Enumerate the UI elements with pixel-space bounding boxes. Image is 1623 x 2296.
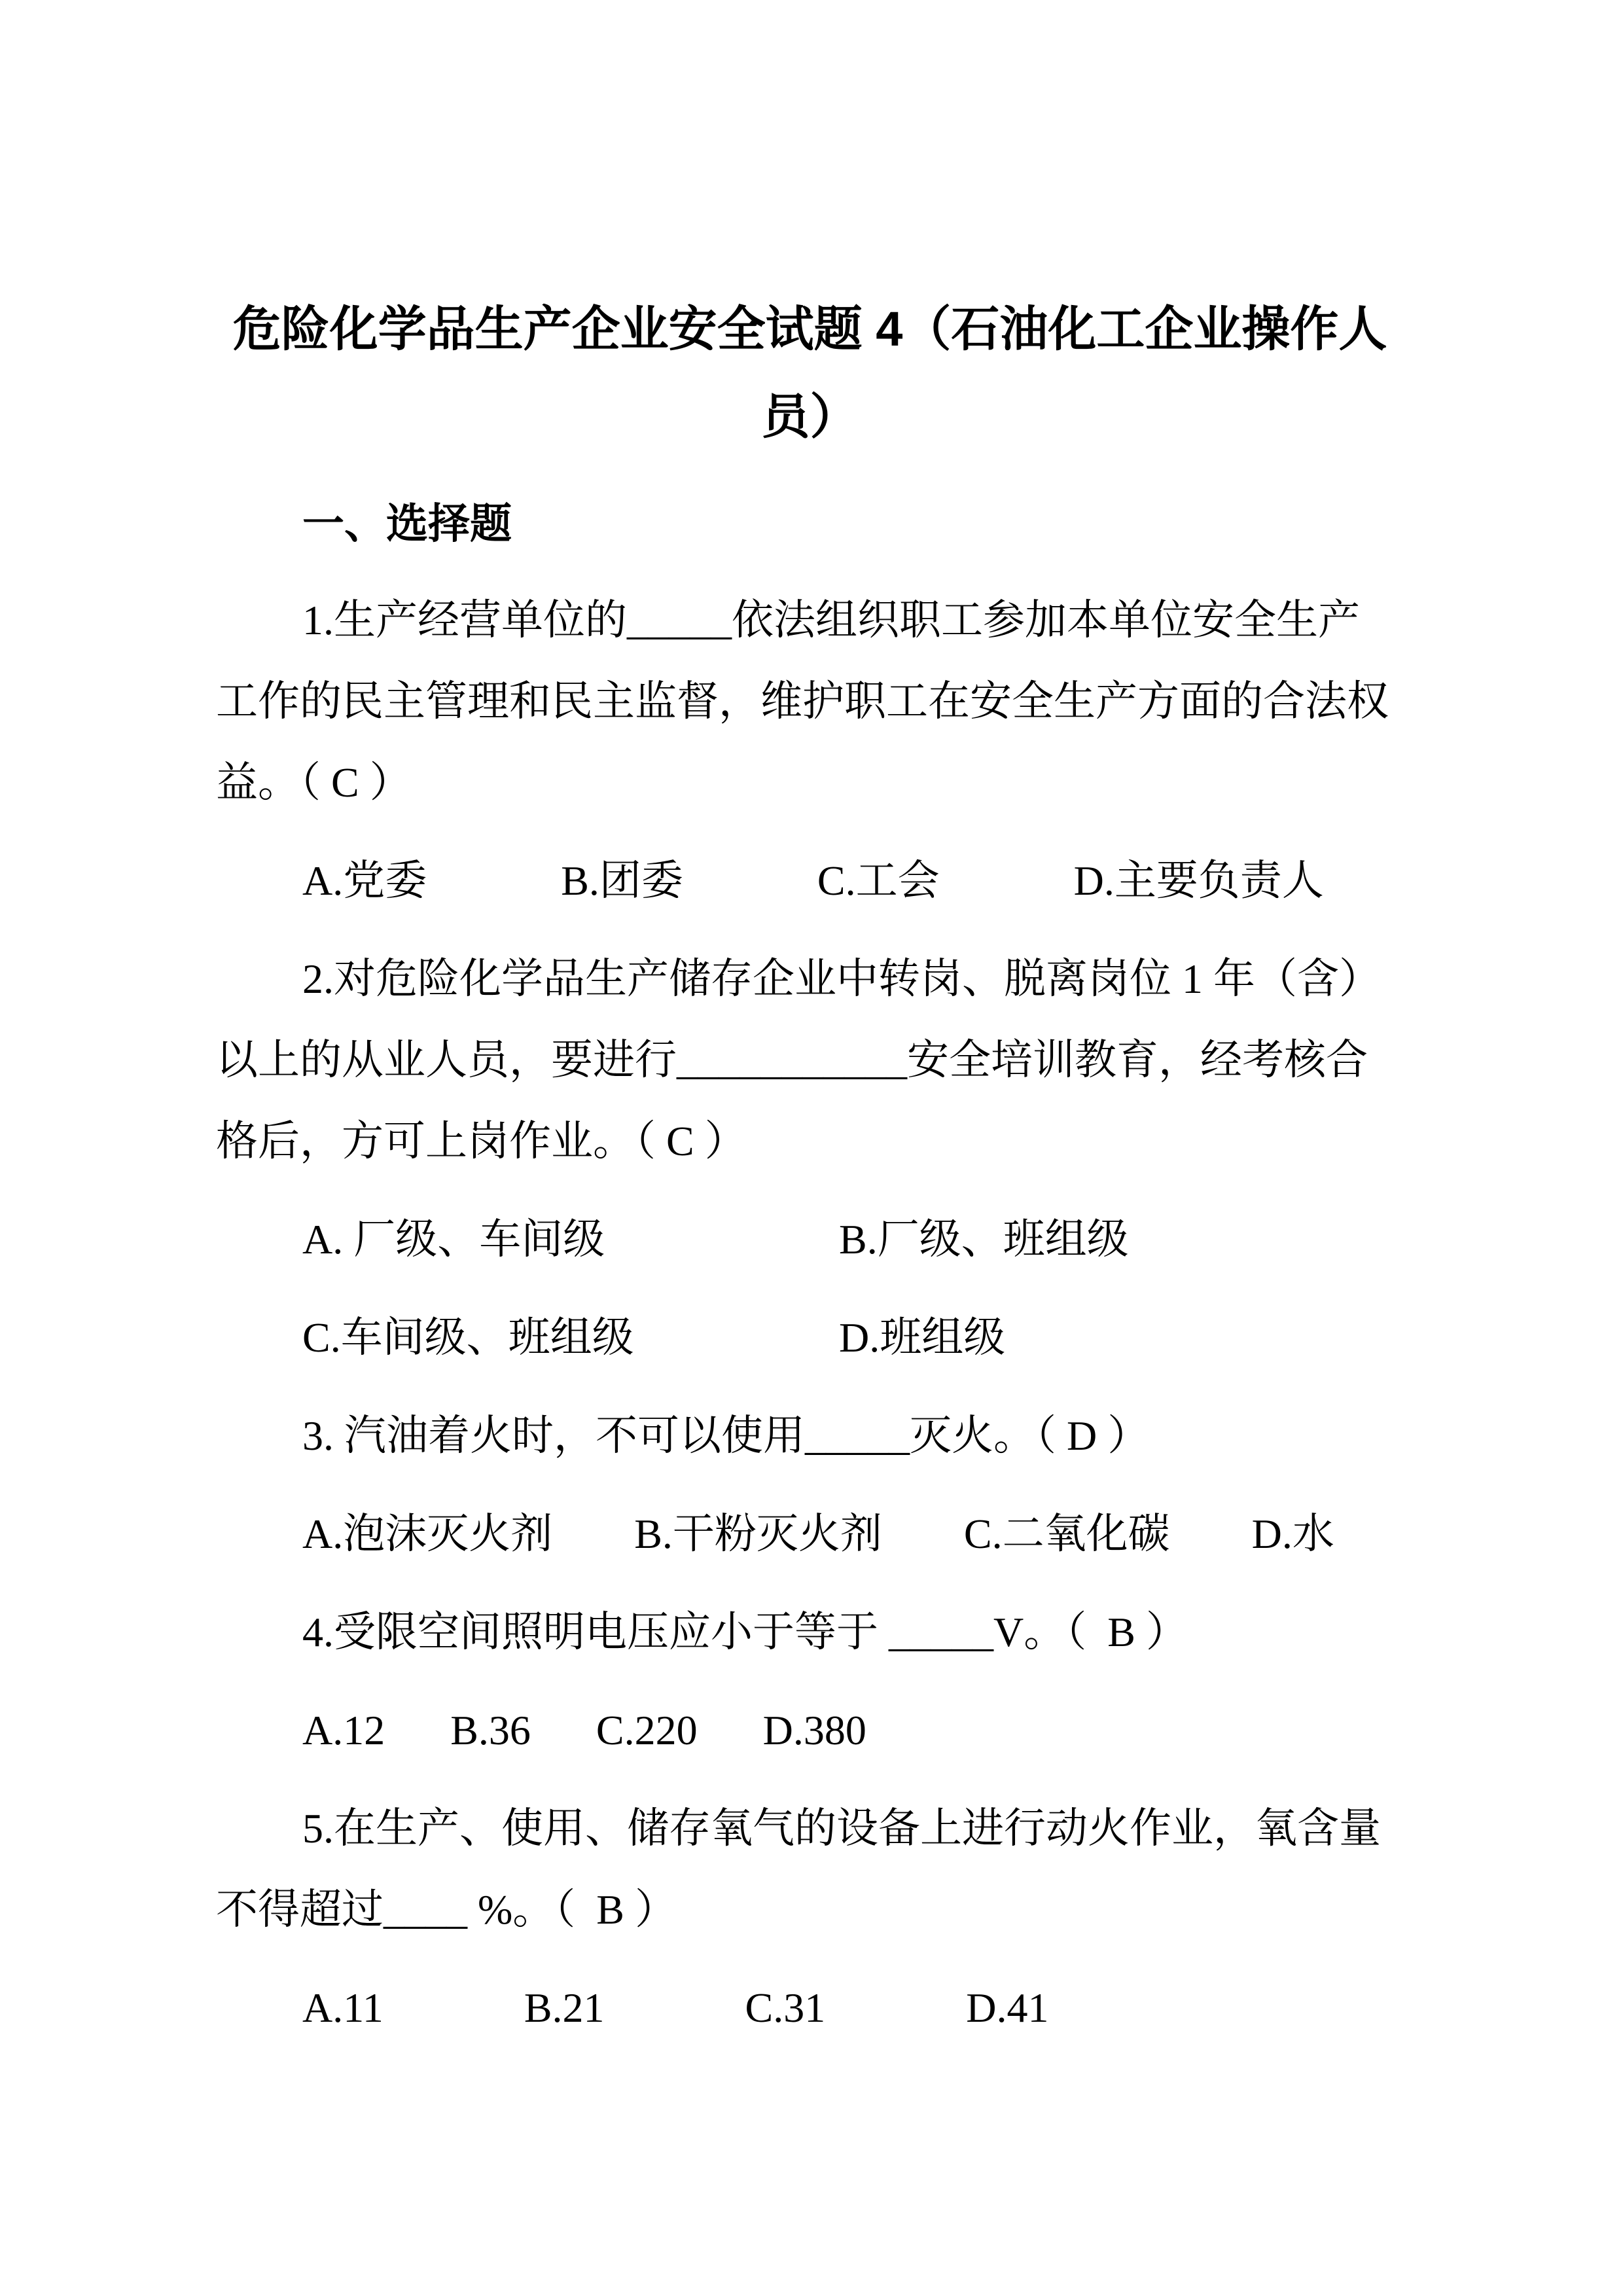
question-5-option-c: C.31 bbox=[745, 1984, 826, 2031]
question-2-options-row-2 bbox=[216, 1297, 1404, 1378]
question-4-options bbox=[216, 1690, 1404, 1771]
question-3-line-1: 3. 汽油着火时，不可以使用_____灭火。（ D ） bbox=[302, 1412, 1150, 1459]
question-3 bbox=[216, 1395, 1404, 1477]
section-heading: 一、选择题 bbox=[302, 500, 512, 547]
question-4-option-a: A.12 bbox=[302, 1707, 385, 1753]
question-3-option-c: C.二氧化碳 bbox=[963, 1511, 1170, 1557]
question-1 bbox=[216, 580, 1404, 823]
question-2 bbox=[216, 939, 1404, 1182]
question-2-option-c: C.车间级、班组级 bbox=[302, 1314, 634, 1361]
question-1-option-d: D.主要负责人 bbox=[1073, 857, 1324, 904]
question-2-option-a: A. 厂级、车间级 bbox=[302, 1216, 605, 1263]
page-title bbox=[216, 285, 1404, 461]
question-1-line-1: 1.生产经营单位的_____依法组织职工参加本单位安全生产 bbox=[302, 597, 1360, 643]
question-3-option-a: A.泡沫灭火剂 bbox=[302, 1511, 553, 1557]
question-4-option-c: C.220 bbox=[596, 1707, 698, 1753]
question-5-option-d: D.41 bbox=[966, 1984, 1049, 2031]
question-2-option-d: D.班组级 bbox=[839, 1314, 1006, 1361]
question-4-line-1: 4.受限空间照明电压应小于等于 _____V。（ B ） bbox=[302, 1609, 1188, 1655]
question-4-option-b: B.36 bbox=[450, 1707, 531, 1753]
question-5-line-1: 5.在生产、使用、储存氧气的设备上进行动火作业，氧含量 bbox=[302, 1805, 1381, 1852]
page-title-line-2: 员） bbox=[761, 389, 859, 444]
question-1-option-a: A.党委 bbox=[302, 857, 427, 904]
question-1-line-3: 益。（ C ） bbox=[216, 759, 412, 806]
question-4-option-d: D.380 bbox=[762, 1707, 866, 1753]
question-5-options bbox=[216, 1967, 1404, 2049]
question-3-option-b: B.干粉灭火剂 bbox=[634, 1511, 882, 1557]
question-3-option-d: D.水 bbox=[1251, 1511, 1334, 1557]
question-1-option-b: B.团委 bbox=[561, 857, 683, 904]
question-5-option-b: B.21 bbox=[524, 1984, 605, 2031]
question-5-option-a: A.11 bbox=[302, 1984, 383, 2031]
question-3-options bbox=[216, 1494, 1404, 1575]
question-2-line-3: 格后，方可上岗作业。（ C ） bbox=[216, 1118, 747, 1164]
question-2-line-1: 2.对危险化学品生产储存企业中转岗、脱离岗位 1 年（含） bbox=[302, 956, 1381, 1002]
question-5-line-2: 不得超过____ %。（ B ） bbox=[216, 1886, 677, 1933]
question-5 bbox=[216, 1788, 1404, 1950]
question-1-line-2: 工作的民主管理和民主监督，维护职工在安全生产方面的合法权 bbox=[216, 678, 1389, 725]
question-2-line-2: 以上的从业人员，要进行___________安全培训教育，经考核合 bbox=[216, 1037, 1368, 1083]
page-title-line-1: 危险化学品生产企业安全试题 4（石油化工企业操作人 bbox=[232, 302, 1387, 356]
question-2-options-row-1 bbox=[216, 1199, 1404, 1280]
question-4 bbox=[216, 1592, 1404, 1673]
question-1-options bbox=[216, 840, 1404, 922]
question-1-option-c: C.工会 bbox=[817, 857, 940, 904]
question-2-option-b: B.厂级、班组级 bbox=[839, 1216, 1129, 1263]
